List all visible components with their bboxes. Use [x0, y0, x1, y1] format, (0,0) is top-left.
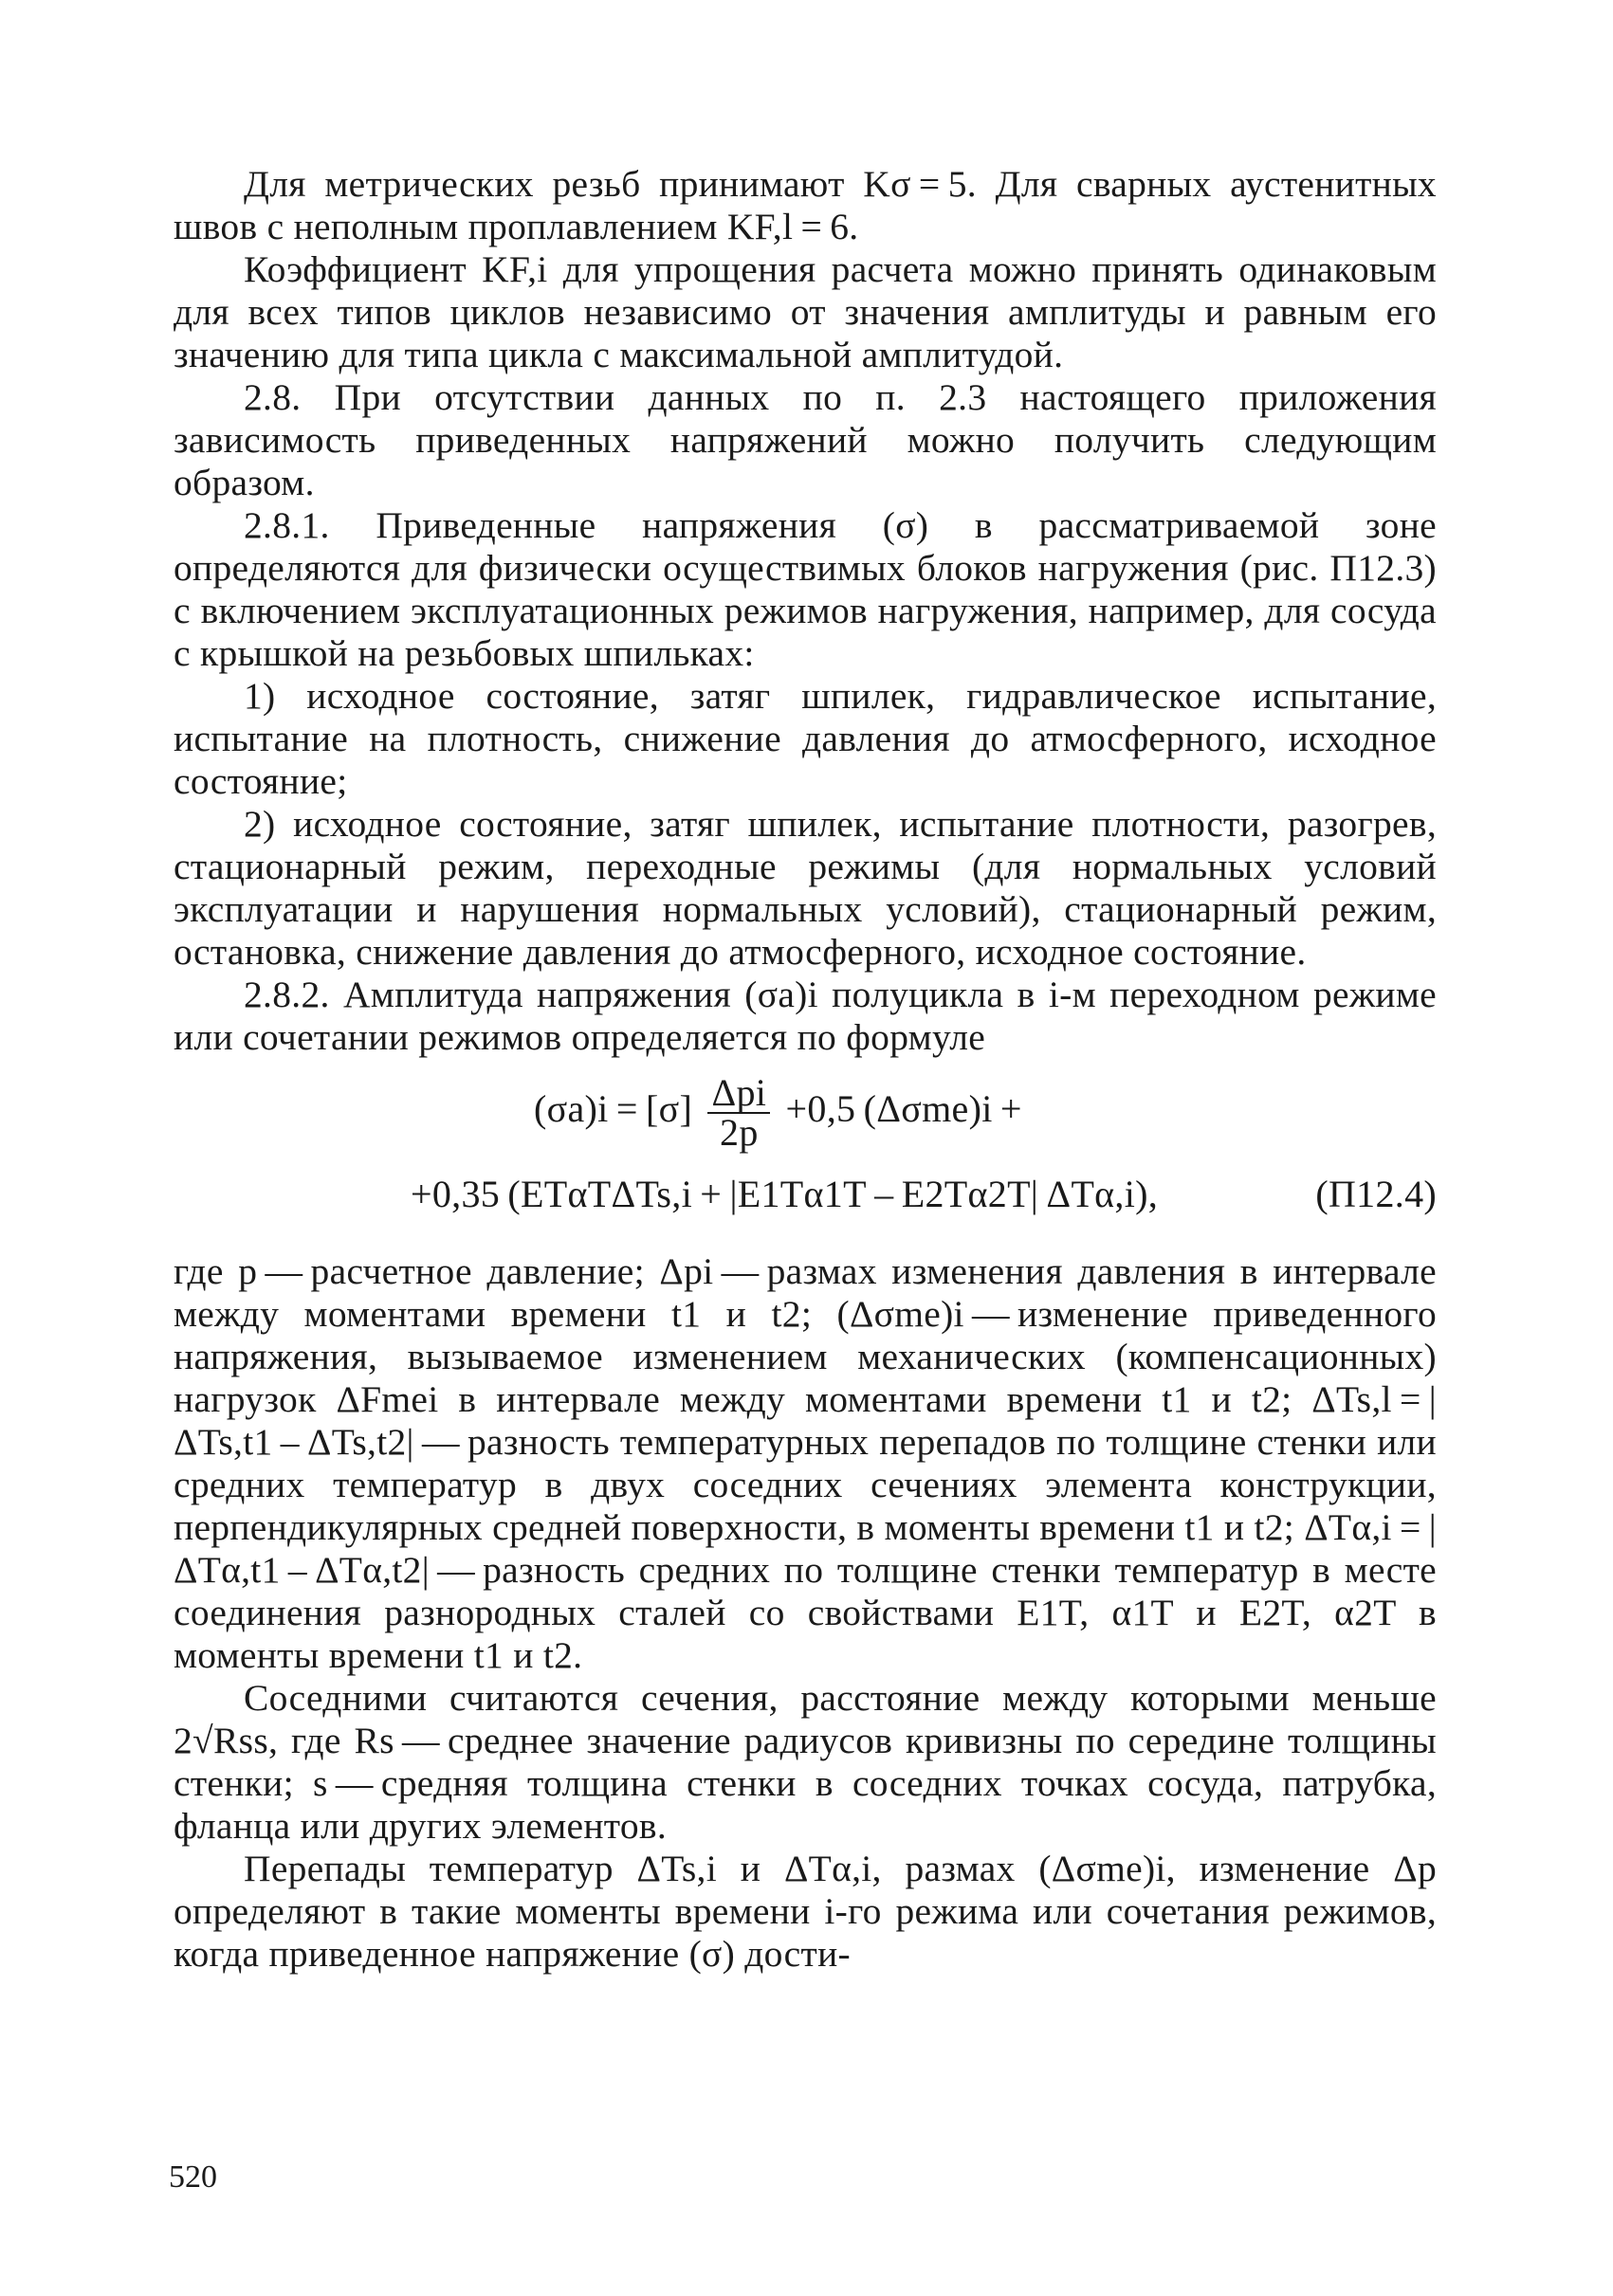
- paragraph-2: Коэффициент KF,i для упрощения расчета можно принять одинаковым для всех типов циклов независимо от значения амплитуды и равным его значению для типа цикла с максимальной амплитудой.: [174, 248, 1437, 375]
- paragraph-4: 2.8.1. Приведенные напряжения (σ) в рассматриваемой зоне определяются для физически осуществимых блоков нагружения (рис. П12.3) с включением эксплуатационных режимов нагружения, например, для сосуда с крышкой на резьбовых шпильках:: [174, 504, 1437, 674]
- paragraph-8: где p — расчетное давление; Δpi — размах изменения давления в интервале между моментами времени t1 и t2; (Δσme)i — изменение приведенного напряжения, вызываемое изменением механических (компенсационных) нагрузок ΔFmei в интервале между моментами времени t1 и t2; ΔTs,l = |ΔTs,t1 – ΔTs,t2| — разность температурных перепадов по толщине стенки или средних температур в двух соседних сечениях элемента конструкции, перпендикулярных средней поверхности, в моменты времени t1 и t2; ΔTα,i = |ΔTα,t1 – ΔTα,t2| — разность средних по толщине стенки температур в месте соединения разнородных сталей со свойствами E1T, α1T и E2T, α2T в моменты времени t1 и t2.: [174, 1250, 1437, 1676]
- fraction-denominator: 2p: [720, 1111, 759, 1154]
- formula-fraction: [707, 1071, 770, 1154]
- paragraph-10: Перепады температур ΔTs,i и ΔTα,i, размах (Δσme)i, изменение Δp определяют в такие моменты времени i-го режима или сочетания режимов, когда приведенное напряжение (σ) дости-: [174, 1848, 1437, 1975]
- formula-line-1: [534, 1071, 1022, 1154]
- equation-number: (П12.4): [1315, 1173, 1437, 1215]
- paragraph-1: Для метрических резьб принимают Kσ = 5. Для сварных аустенитных швов с неполным проплавлением KF,l = 6.: [174, 163, 1437, 247]
- formula-rhs: +0,5 (Δσme)i +: [785, 1087, 1022, 1131]
- paragraph-5: 1) исходное состояние, затяг шпилек, гидравлическое испытание, испытание на плотность, снижение давления до атмосферного, исходное состояние;: [174, 675, 1437, 802]
- paragraph-9: Соседними считаются сечения, расстояние между которыми меньше 2√Rss, где Rs — среднее значение радиусов кривизны по середине толщины стенки; s — средняя толщина стенки в соседних точках сосуда, патрубка, фланца или других элементов.: [174, 1677, 1437, 1847]
- formula-line-2: +0,35 (ETαTΔTs,i + |E1Tα1T – E2Tα2T| ΔTα,i),: [411, 1173, 1159, 1215]
- page-number: 520: [169, 2159, 217, 2195]
- paragraph-7: 2.8.2. Амплитуда напряжения (σa)i полуцикла в i-м переходном режиме или сочетании режимов определяется по формуле: [174, 974, 1437, 1058]
- formula-lhs: (σa)i = [σ]: [534, 1087, 693, 1131]
- fraction-numerator: Δpi: [707, 1074, 770, 1114]
- paragraph-3: 2.8. При отсутствии данных по п. 2.3 настоящего приложения зависимость приведенных напряжений можно получить следующим образом.: [174, 376, 1437, 503]
- formula-p12-4: [174, 1066, 1437, 1247]
- paragraph-6: 2) исходное состояние, затяг шпилек, испытание плотности, разогрев, стационарный режим, переходные режимы (для нормальных условий эксплуатации и нарушения нормальных условий), стационарный режим, остановка, снижение давления до атмосферного, исходное состояние.: [174, 803, 1437, 973]
- body-text: [174, 163, 1437, 1976]
